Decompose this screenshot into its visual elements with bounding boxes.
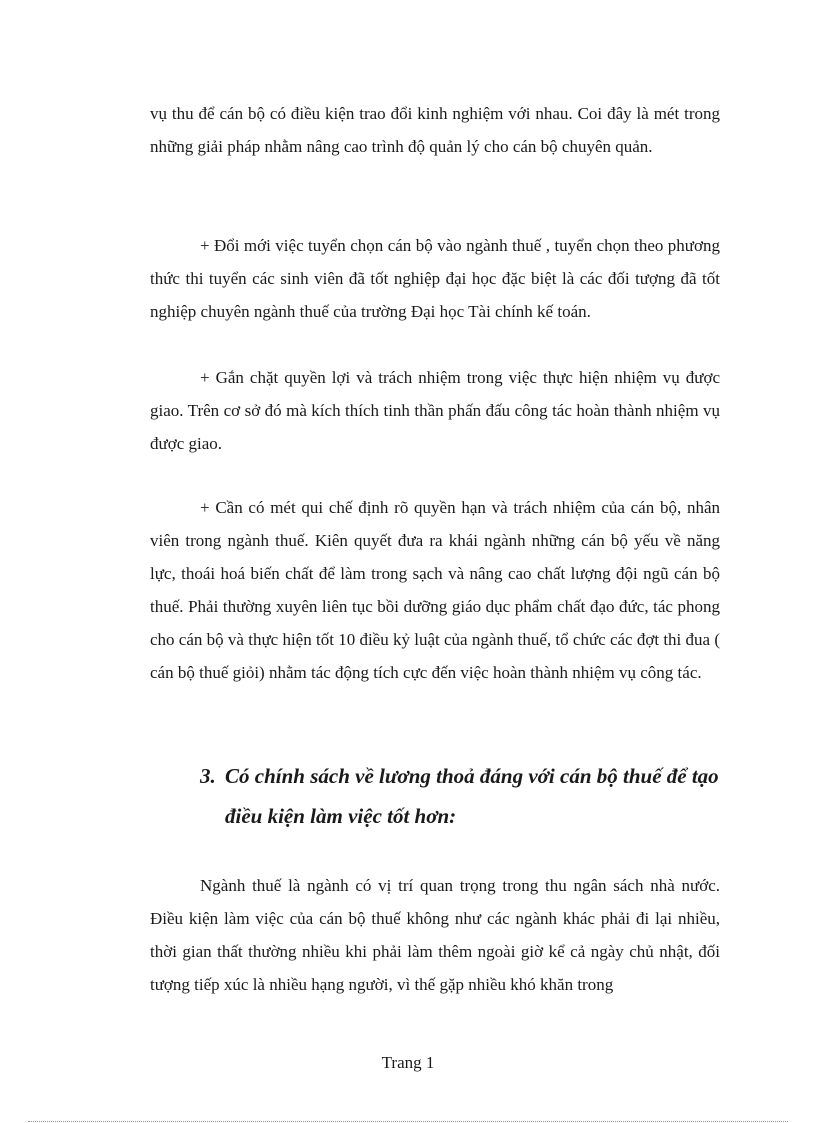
- paragraph-rights-responsibilities: + Gắn chặt quyền lợi và trách nhiệm trong việc thực hiện nhiệm vụ được giao. Trên cơ sở đó mà kích thích tinh thần phấn đấu công tác hoàn thành nhiệm vụ được giao.: [150, 368, 720, 453]
- section-heading-salary-policy: [200, 756, 740, 836]
- section-heading-line1: Có chính sách về lương thoả đáng với cán bộ thuế để tạo: [225, 764, 719, 788]
- section-number: 3.: [200, 764, 216, 788]
- paragraph-regulations-staff: + Cần có mét qui chế định rõ quyền hạn và trách nhiệm của cán bộ, nhân viên trong ngành thuế. Kiên quyết đưa ra khái ngành những cán bộ yếu về năng lực, thoái hoá biến chất để làm trong sạch và nâng cao chất lượng đội ngũ cán bộ thuế. Phải thường xuyên liên tục bồi dưỡng giáo dục phẩm chất đạo đức, tác phong cho cán bộ và thực hiện tốt 10 điều kỷ luật của ngành thuế, tổ chức các đợt thi đua ( cán bộ thuế giỏi) nhằm tác động tích cực đến việc hoàn thành nhiệm vụ công tác.: [150, 498, 720, 682]
- paragraph-recruitment-reform: + Đổi mới việc tuyển chọn cán bộ vào ngành thuế , tuyển chọn theo phương thức thi tuyển các sinh viên đã tốt nghiệp đại học đặc biệt là các đối tượng đã tốt nghiệp chuyên ngành thuế của trường Đại học Tài chính kế toán.: [150, 236, 720, 321]
- paragraph-tax-sector-conditions: Ngành thuế là ngành có vị trí quan trọng trong thu ngân sách nhà nước. Điều kiện làm việc của cán bộ thuế không như các ngành khác phải đi lại nhiều, thời gian thất thường nhiều khi phải làm thêm ngoài giờ kể cả ngày chủ nhật, đối tượng tiếp xúc là nhiều hạng người, vì thế gặp nhiều khó khăn trong: [150, 876, 720, 994]
- section-heading-line2: điều kiện làm việc tốt hơn:: [225, 804, 457, 828]
- paragraph-exchange-experience: vụ thu để cán bộ có điều kiện trao đổi kinh nghiệm với nhau. Coi đây là mét trong những giải pháp nhằm nâng cao trình độ quản lý cho cán bộ chuyên quản.: [150, 104, 720, 156]
- page-number: Trang 1: [381, 1053, 435, 1072]
- page-bottom-divider: [28, 1121, 788, 1122]
